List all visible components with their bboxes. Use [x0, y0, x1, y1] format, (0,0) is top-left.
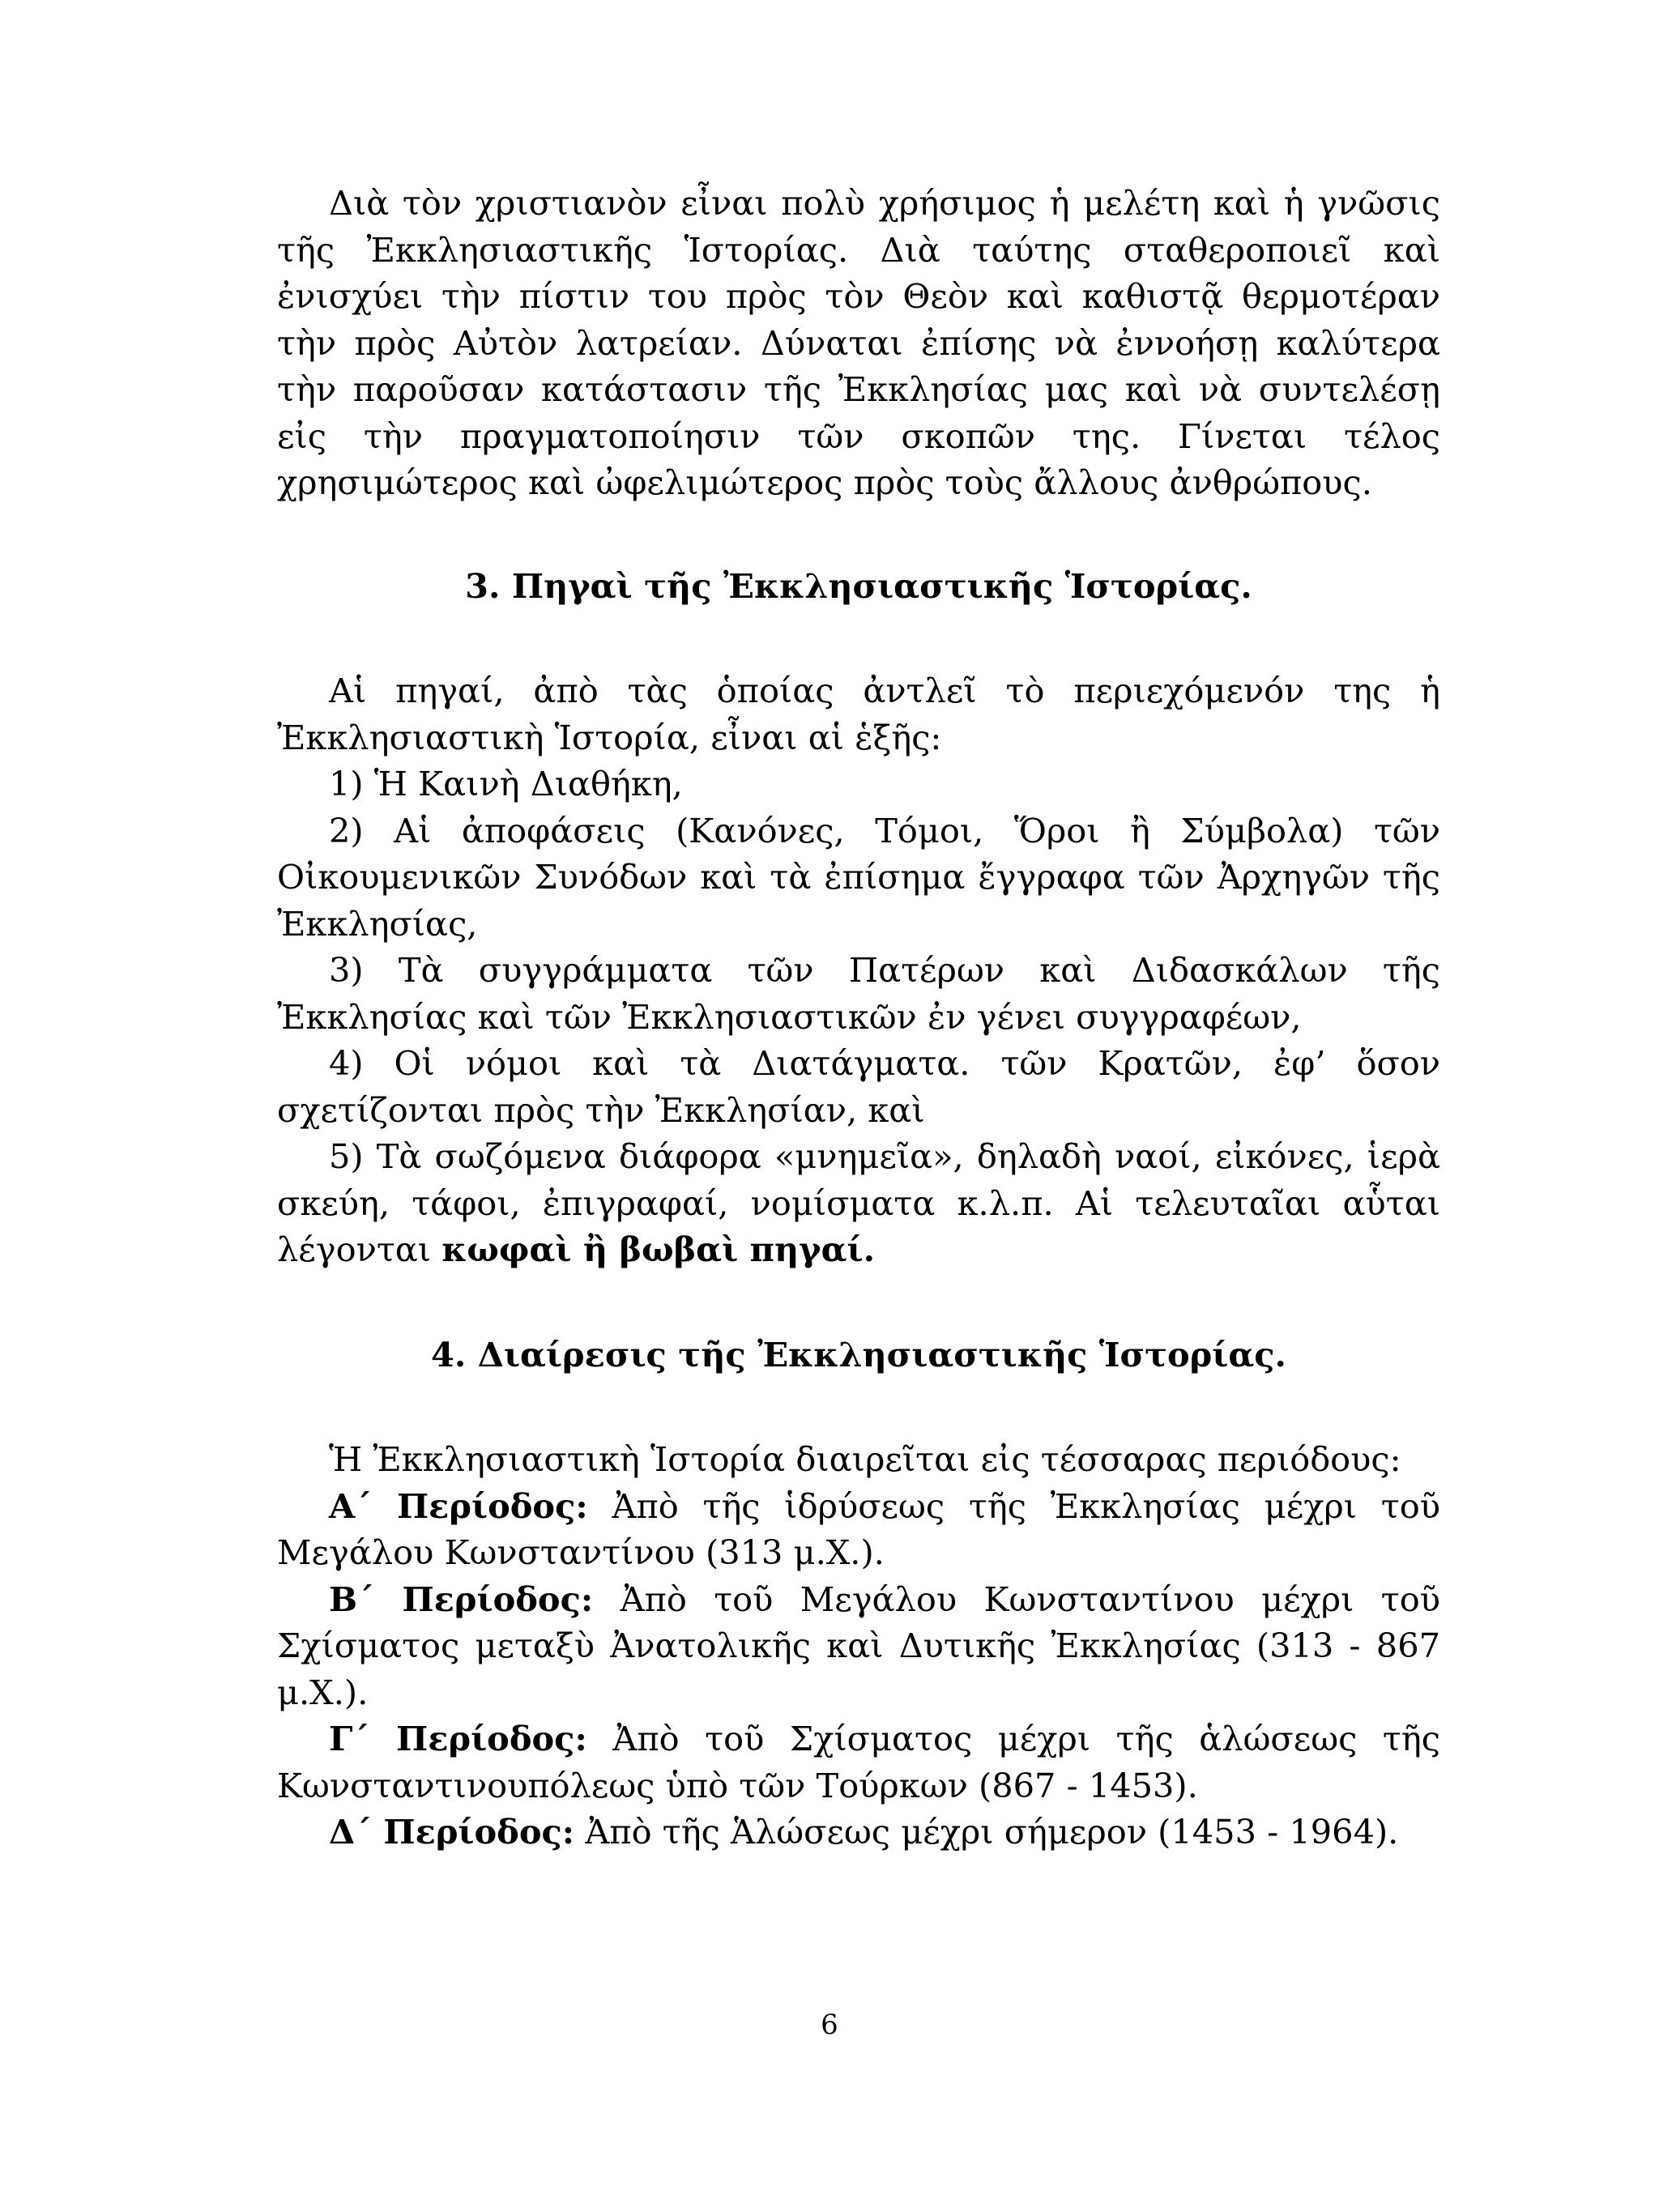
source-item-3: 3) Τὰ συγγράμματα τῶν Πατέρων καὶ Διδασκάλων τῆς Ἐκκλησίας καὶ τῶν Ἐκκλησιαστικῶν ἐν γένει συγγραφέων, — [277, 950, 1440, 1037]
period-1 — [277, 1483, 1440, 1576]
period-2-label: Β΄ Περίοδος: — [329, 1579, 594, 1619]
period-3 — [277, 1715, 1440, 1809]
source-item-2: 2) Αἱ ἀποφάσεις (Κανόνες, Τόμοι, Ὅροι ἢ Σύμβολα) τῶν Οἰκουμενικῶν Συνόδων καὶ τὰ ἐπίσημα ἔγγραφα τῶν Ἀρχηγῶν τῆς Ἐκκλησίας, — [277, 810, 1440, 944]
source-item-5-emphasis: κωφαὶ ἢ βωβαὶ πηγαί. — [441, 1230, 876, 1269]
section-4-heading: 4. Διαίρεσις τῆς Ἐκκλησιαστικῆς Ἱστορίας. — [430, 1334, 1287, 1375]
section-3-intro: Αἱ πηγαί, ἀπὸ τὰς ὁποίας ἀντλεῖ τὸ περιεχόμενόν της ἡ Ἐκκλησιαστικὴ Ἱστορία, εἶναι αἱ ἑξῆς: — [277, 671, 1440, 757]
period-4-label: Δ΄ Περίοδος: — [329, 1812, 575, 1852]
intro-paragraph: Διὰ τὸν χριστιανὸν εἶναι πολὺ χρήσιμος ἡ μελέτη καὶ ἡ γνῶσις τῆς Ἐκκλησιαστικῆς Ἱστορίας. Διὰ ταύτης σταθεροποιεῖ καὶ ἐνισχύει τὴν πίστιν του πρὸς τὸν Θεὸν καὶ καθιστᾷ θερμοτέραν τὴν πρὸς Αὐτὸν λατρείαν. Δύναται ἐπίσης νὰ ἐννοήσῃ καλύτερα τὴν παροῦσαν κατάστασιν τῆς Ἐκκλησίας μας καὶ νὰ συντελέσῃ εἰς τὴν πραγματοποίησιν τῶν σκοπῶν της. Γίνεται τέλος χρησιμώτερος καὶ ὠφελιμώτερος πρὸς τοὺς ἄλλους ἀνθρώπους. — [277, 183, 1440, 502]
source-item-1: 1) Ἡ Καινὴ Διαθήκη, — [329, 764, 683, 803]
section-3-heading: 3. Πηγαὶ τῆς Ἐκκλησιαστικῆς Ἱστορίας. — [465, 565, 1252, 606]
period-2-text: Ἀπὸ τοῦ Μεγάλου Κωνσταντίνου μέχρι τοῦ Σχίσματος μεταξὺ Ἀνατολικῆς καὶ Δυτικῆς Ἐκκλησίας (313 - 867 μ.Χ.). — [277, 1579, 1440, 1712]
section-4-intro: Ἡ Ἐκκλησιαστικὴ Ἱστορία διαιρεῖται εἰς τέσσαρας περιόδους: — [329, 1439, 1401, 1479]
page-body — [277, 180, 1440, 1856]
period-4-text: Ἀπὸ τῆς Ἁλώσεως μέχρι σήμερον (1453 - 1964). — [585, 1812, 1399, 1852]
page-number: 6 — [821, 2009, 838, 2041]
source-item-5-text: 5) Τὰ σωζόμενα διάφορα «μνημεῖα», δηλαδὴ ναοί, εἰκόνες, ἱερὰ σκεύη, τάφοι, ἐπιγραφαί, νομίσματα κ.λ.π. Αἱ τελευταῖαι αὗται λέγονται — [277, 1136, 1440, 1269]
period-3-text: Ἀπὸ τοῦ Σχίσματος μέχρι τῆς ἁλώσεως τῆς Κωνσταντινουπόλεως ὑπὸ τῶν Τούρκων (867 - 1453). — [277, 1719, 1440, 1805]
period-1-text: Ἀπὸ τῆς ἱδρύσεως τῆς Ἐκκλησίας μέχρι τοῦ Μεγάλου Κωνσταντίνου (313 μ.Χ.). — [277, 1485, 1441, 1572]
period-4 — [277, 1809, 1440, 1856]
period-2 — [277, 1576, 1440, 1716]
period-3-label: Γ΄ Περίοδος: — [329, 1719, 587, 1758]
source-item-4: 4) Οἱ νόμοι καὶ τὰ Διατάγματα. τῶν Κρατῶν, ἐφ’ ὅσον σχετίζονται πρὸς τὴν Ἐκκλησίαν, καὶ — [277, 1043, 1440, 1130]
source-item-5 — [277, 1133, 1440, 1273]
period-1-label: Α΄ Περίοδος: — [329, 1485, 588, 1526]
